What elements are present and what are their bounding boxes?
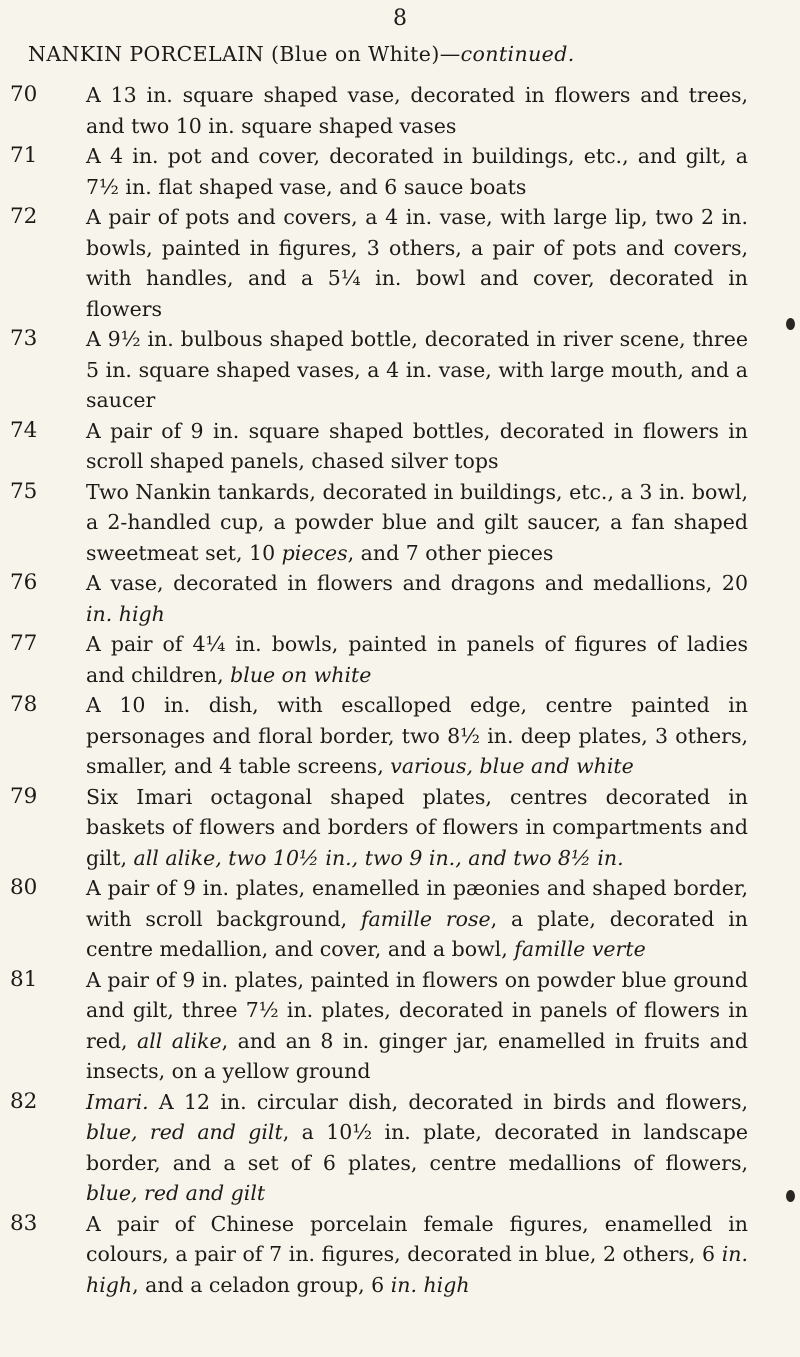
lot-description-text: Six Imari octagonal shaped plates, centres decorated in baskets of flowers and borders of flowers in compartments and gilt, [86, 784, 748, 870]
lot-entry [0, 324, 800, 416]
lot-description [70, 873, 748, 965]
lot-description [70, 324, 748, 416]
lot-number: 78 [10, 692, 38, 717]
lot-description-italic: blue, red and gilt [86, 1181, 266, 1205]
lot-entry [0, 965, 800, 1087]
lot-description [70, 141, 748, 202]
lot-description-italic: blue, red and gilt [86, 1120, 283, 1144]
lot-description-italic: in. high [86, 1242, 748, 1297]
lot-description [70, 80, 748, 141]
lot-number: 80 [10, 875, 38, 900]
lot-description-italic: blue on white [230, 662, 372, 687]
lot-entry [0, 416, 800, 477]
lot-description-text: , and a celadon group, 6 [132, 1272, 391, 1297]
lot-number: 74 [10, 417, 38, 443]
lot-description [70, 1209, 748, 1301]
lot-number: 77 [10, 631, 38, 656]
lot-number: 79 [10, 783, 38, 809]
lot-description-text: A vase, decorated in flowers and dragons and medallions, 20 [86, 571, 748, 595]
section-heading-continued: continued. [460, 42, 575, 66]
lot-entry [0, 80, 800, 141]
lot-description [70, 202, 748, 324]
lot-number: 72 [10, 204, 38, 229]
lot-entry [0, 568, 800, 629]
lot-description [70, 965, 748, 1087]
lot-description-italic: Imari. [86, 1089, 149, 1114]
lot-description-text: , a 10½ in. plate, decorated in landscape border, and a set of 6 plates, centre medallions of flowers, [86, 1120, 748, 1175]
lot-description [70, 568, 748, 629]
lot-number: 71 [10, 143, 38, 168]
lot-description-text: A pair of 9 in. plates, enamelled in pæonies and shaped border, with scroll background, [86, 876, 748, 931]
lot-description-text: , and 7 other pieces [347, 540, 554, 565]
lot-entry [0, 1087, 800, 1209]
lot-description-italic: famille verte [514, 937, 646, 961]
lot-number: 73 [10, 326, 38, 351]
lot-description [70, 1087, 748, 1209]
lot-description-text: , and an 8 in. ginger jar, enamelled in fruits and insects, on a yellow ground [86, 1028, 748, 1083]
lot-description [70, 690, 748, 782]
margin-ink-spot [786, 1190, 795, 1202]
lot-description-italic: pieces [281, 540, 348, 565]
lot-description-text: A pair of 9 in. square shaped bottles, decorated in flowers in scroll shaped panels, chased silver tops [86, 418, 748, 473]
lot-description-italic: famille rose [360, 906, 491, 931]
lot-entry [0, 202, 800, 324]
lot-number: 76 [10, 570, 38, 595]
lot-entry [0, 477, 800, 569]
lot-description-text: A 13 in. square shaped vase, decorated in flowers and trees, and two 10 in. square shaped vases [86, 83, 748, 138]
lot-description-text: A 9½ in. bulbous shaped bottle, decorated in river scene, three 5 in. square shaped vases, a 4 in. vase, with large mouth, and a saucer [86, 327, 748, 412]
lot-description-text: A pair of Chinese porcelain female figures, enamelled in colours, a pair of 7 in. figures, decorated in blue, 2 others, 6 [86, 1211, 748, 1266]
lot-number: 82 [10, 1088, 38, 1114]
lot-description-text: A 12 in. circular dish, decorated in birds and flowers, [148, 1089, 748, 1114]
page-number: 8 [393, 6, 407, 31]
margin-ink-spot [786, 318, 795, 330]
lot-entry [0, 690, 800, 782]
lot-description [70, 629, 748, 690]
lot-list [0, 80, 800, 1300]
lot-description-italic: all alike, two 10½ in., two 9 in., and two 8½ in. [133, 845, 624, 870]
lot-description [70, 416, 748, 477]
lot-description-italic: various, blue and white [390, 754, 634, 778]
lot-number: 81 [10, 966, 38, 992]
lot-entry [0, 873, 800, 965]
lot-description-text: A pair of 4¼ in. bowls, painted in panels of figures of ladies and children, [86, 632, 748, 687]
lot-description-italic: all alike [137, 1028, 222, 1053]
lot-entry [0, 629, 800, 690]
lot-description-text: A pair of 9 in. plates, painted in flowers on powder blue ground and gilt, three 7½ in. plates, decorated in panels of flowers in red, [86, 967, 748, 1053]
lot-description-text: A pair of pots and covers, a 4 in. vase, with large lip, two 2 in. bowls, painted in figures, 3 others, a pair of pots and covers, with handles, and a 5¼ in. bowl and cover, decorated in flowers [86, 205, 748, 321]
lot-number: 75 [10, 478, 38, 504]
lot-entry [0, 1209, 800, 1301]
lot-description-text: , a plate, decorated in centre medallion, and cover, and a bowl, [86, 906, 748, 961]
lot-description [70, 782, 748, 874]
lot-description [70, 477, 748, 569]
section-heading-title: NANKIN PORCELAIN (Blue on White)— [28, 42, 461, 66]
lot-description-text: A 4 in. pot and cover, decorated in buildings, etc., and gilt, a 7½ in. flat shaped vase, and 6 sauce boats [86, 144, 748, 199]
lot-entry [0, 782, 800, 874]
lot-description-italic: in. high [390, 1272, 470, 1297]
lot-description-text: A 10 in. dish, with escalloped edge, centre painted in personages and floral border, two 8½ in. deep plates, 3 others, smaller, and 4 table screens, [86, 693, 748, 778]
lot-description-text: Two Nankin tankards, decorated in buildings, etc., a 3 in. bowl, a 2-handled cup, a powder blue and gilt saucer, a fan shaped sweetmeat set, 10 [86, 479, 748, 565]
section-heading [28, 42, 778, 66]
lot-number: 70 [10, 82, 38, 107]
lot-entry [0, 141, 800, 202]
lot-number: 83 [10, 1210, 38, 1236]
lot-description-italic: in. high [86, 601, 165, 626]
